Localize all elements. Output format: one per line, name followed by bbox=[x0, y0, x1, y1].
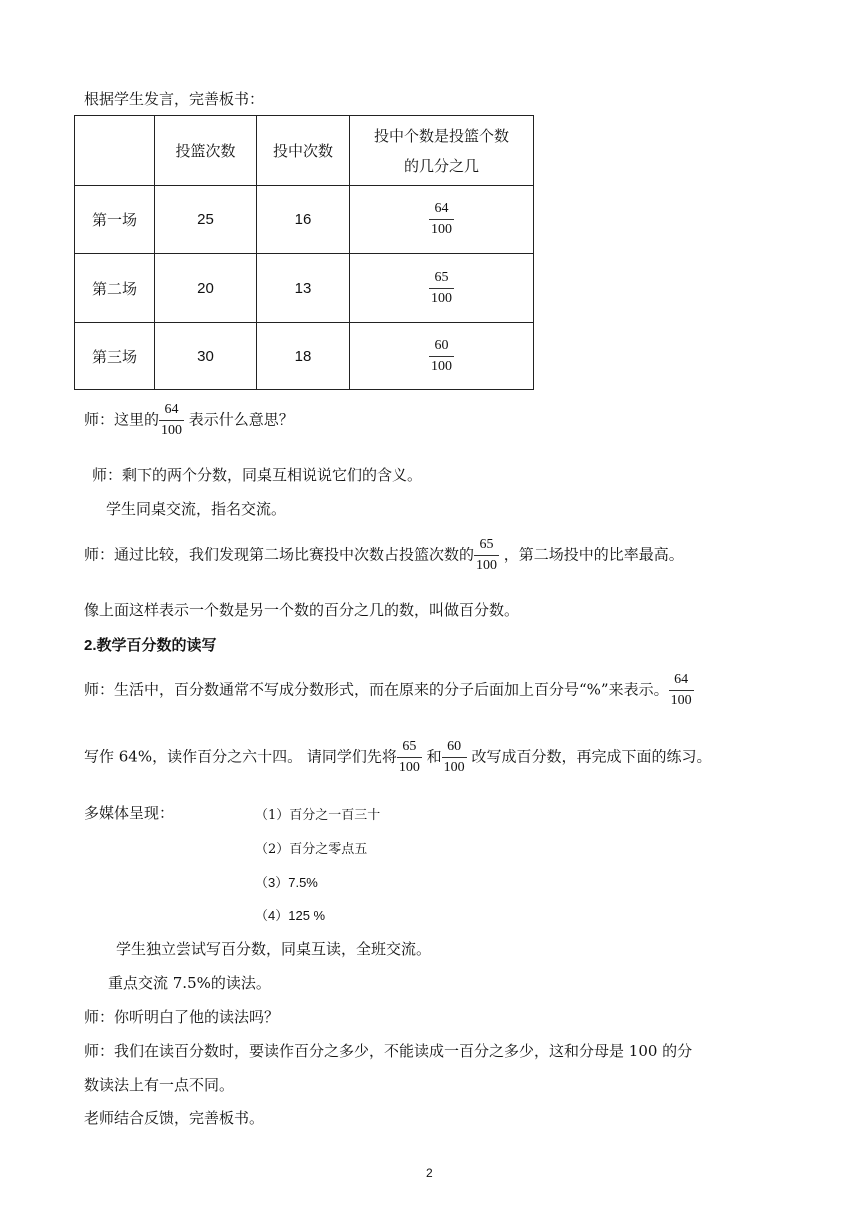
definition-line: 像上面这样表示一个数是另一个数的百分之几的数，叫做百分数。 bbox=[84, 601, 520, 619]
comparison-line bbox=[84, 538, 684, 573]
paragraph: 数读法上有一点不同。 bbox=[84, 1076, 235, 1094]
table-row bbox=[75, 186, 534, 254]
paragraph: 老师结合反馈，完善板书。 bbox=[84, 1109, 265, 1127]
paragraph: 学生同桌交流，指名交流。 bbox=[106, 500, 287, 518]
fraction bbox=[429, 271, 454, 306]
numerator: 60 bbox=[447, 739, 462, 754]
fraction bbox=[429, 339, 454, 374]
exercise-item: （4）125 % bbox=[255, 908, 326, 923]
numerator: 64 bbox=[674, 672, 689, 687]
header-shots: 投篮次数 bbox=[155, 116, 257, 186]
shots-cell: 25 bbox=[155, 186, 257, 254]
denominator: 100 bbox=[429, 219, 454, 237]
exercise-item: （2）百分之零点五 bbox=[255, 842, 368, 857]
write-read-suffix: 改写成百分数，再完成下面的练习。 bbox=[466, 747, 712, 766]
exercise-item: （1）百分之一百三十 bbox=[255, 808, 381, 823]
fraction bbox=[397, 740, 422, 775]
media-label: 多媒体呈现： bbox=[84, 804, 175, 822]
section-heading: 2.教学百分数的读写 bbox=[84, 637, 217, 654]
question-line bbox=[84, 403, 294, 438]
comparison-prefix: 师：通过比较，我们发现第二场比赛投中次数占投篮次数的 bbox=[84, 545, 475, 564]
denominator: 100 bbox=[429, 288, 454, 306]
header-fraction-line2: 的几分之几 bbox=[403, 156, 479, 175]
table-header-row bbox=[75, 116, 534, 186]
write-read-prefix: 写作 64%，读作百分之六十四。 请同学们先将 bbox=[84, 747, 397, 766]
numerator: 64 bbox=[434, 201, 449, 216]
paragraph: 重点交流 7.5%的读法。 bbox=[108, 974, 271, 992]
fraction bbox=[429, 202, 454, 237]
fraction-cell bbox=[350, 186, 534, 254]
question-prefix: 师：这里的 bbox=[84, 410, 160, 429]
shots-cell: 20 bbox=[155, 254, 257, 323]
fraction bbox=[669, 673, 694, 708]
denominator: 100 bbox=[397, 757, 422, 775]
percent-intro-text: 师：生活中，百分数通常不写成分数形式，而在原来的分子后面加上百分号“%”来表示。 bbox=[84, 680, 669, 699]
paragraph: 师：我们在读百分数时，要读作百分之多少，不能读成一百分之多少，这和分母是 100 的分 bbox=[84, 1042, 693, 1060]
fraction-cell bbox=[350, 254, 534, 323]
table-row bbox=[75, 323, 534, 390]
board-table bbox=[74, 115, 534, 390]
header-hits: 投中次数 bbox=[257, 116, 350, 186]
hits-cell: 16 bbox=[257, 186, 350, 254]
header-empty bbox=[75, 116, 155, 186]
numerator: 65 bbox=[402, 739, 417, 754]
paragraph: 学生独立尝试写百分数，同桌互读，全班交流。 bbox=[116, 940, 432, 958]
fraction-cell bbox=[350, 323, 534, 390]
numerator: 65 bbox=[434, 269, 449, 285]
question-suffix: 表示什么意思？ bbox=[184, 410, 294, 429]
row-label: 第二场 bbox=[75, 254, 155, 323]
intro-text: 根据学生发言，完善板书： bbox=[84, 90, 265, 108]
row-label: 第一场 bbox=[75, 186, 155, 254]
shots-cell: 30 bbox=[155, 323, 257, 390]
fraction bbox=[159, 403, 184, 438]
page-number: 2 bbox=[426, 1166, 433, 1180]
paragraph: 师：剩下的两个分数，同桌互相说说它们的含义。 bbox=[92, 466, 423, 484]
hits-cell: 18 bbox=[257, 323, 350, 390]
header-fraction bbox=[350, 116, 534, 186]
write-read-line bbox=[84, 740, 711, 775]
write-read-middle: 和 bbox=[421, 747, 442, 766]
header-fraction-line1: 投中个数是投篮个数 bbox=[373, 126, 509, 145]
paragraph: 师：你听明白了他的读法吗？ bbox=[84, 1008, 280, 1026]
denominator: 100 bbox=[474, 555, 499, 573]
numerator: 64 bbox=[164, 402, 179, 417]
denominator: 100 bbox=[159, 420, 184, 438]
comparison-suffix: ，第二场投中的比率最高。 bbox=[499, 545, 684, 564]
fraction bbox=[474, 538, 499, 573]
table-row bbox=[75, 254, 534, 323]
numerator: 60 bbox=[434, 337, 449, 353]
denominator: 100 bbox=[669, 690, 694, 708]
percent-intro-line bbox=[84, 673, 694, 708]
row-label: 第三场 bbox=[75, 323, 155, 390]
denominator: 100 bbox=[442, 757, 467, 775]
fraction bbox=[442, 740, 467, 775]
numerator: 65 bbox=[479, 537, 494, 552]
denominator: 100 bbox=[429, 356, 454, 374]
hits-cell: 13 bbox=[257, 254, 350, 323]
exercise-item: （3）7.5% bbox=[255, 875, 318, 890]
